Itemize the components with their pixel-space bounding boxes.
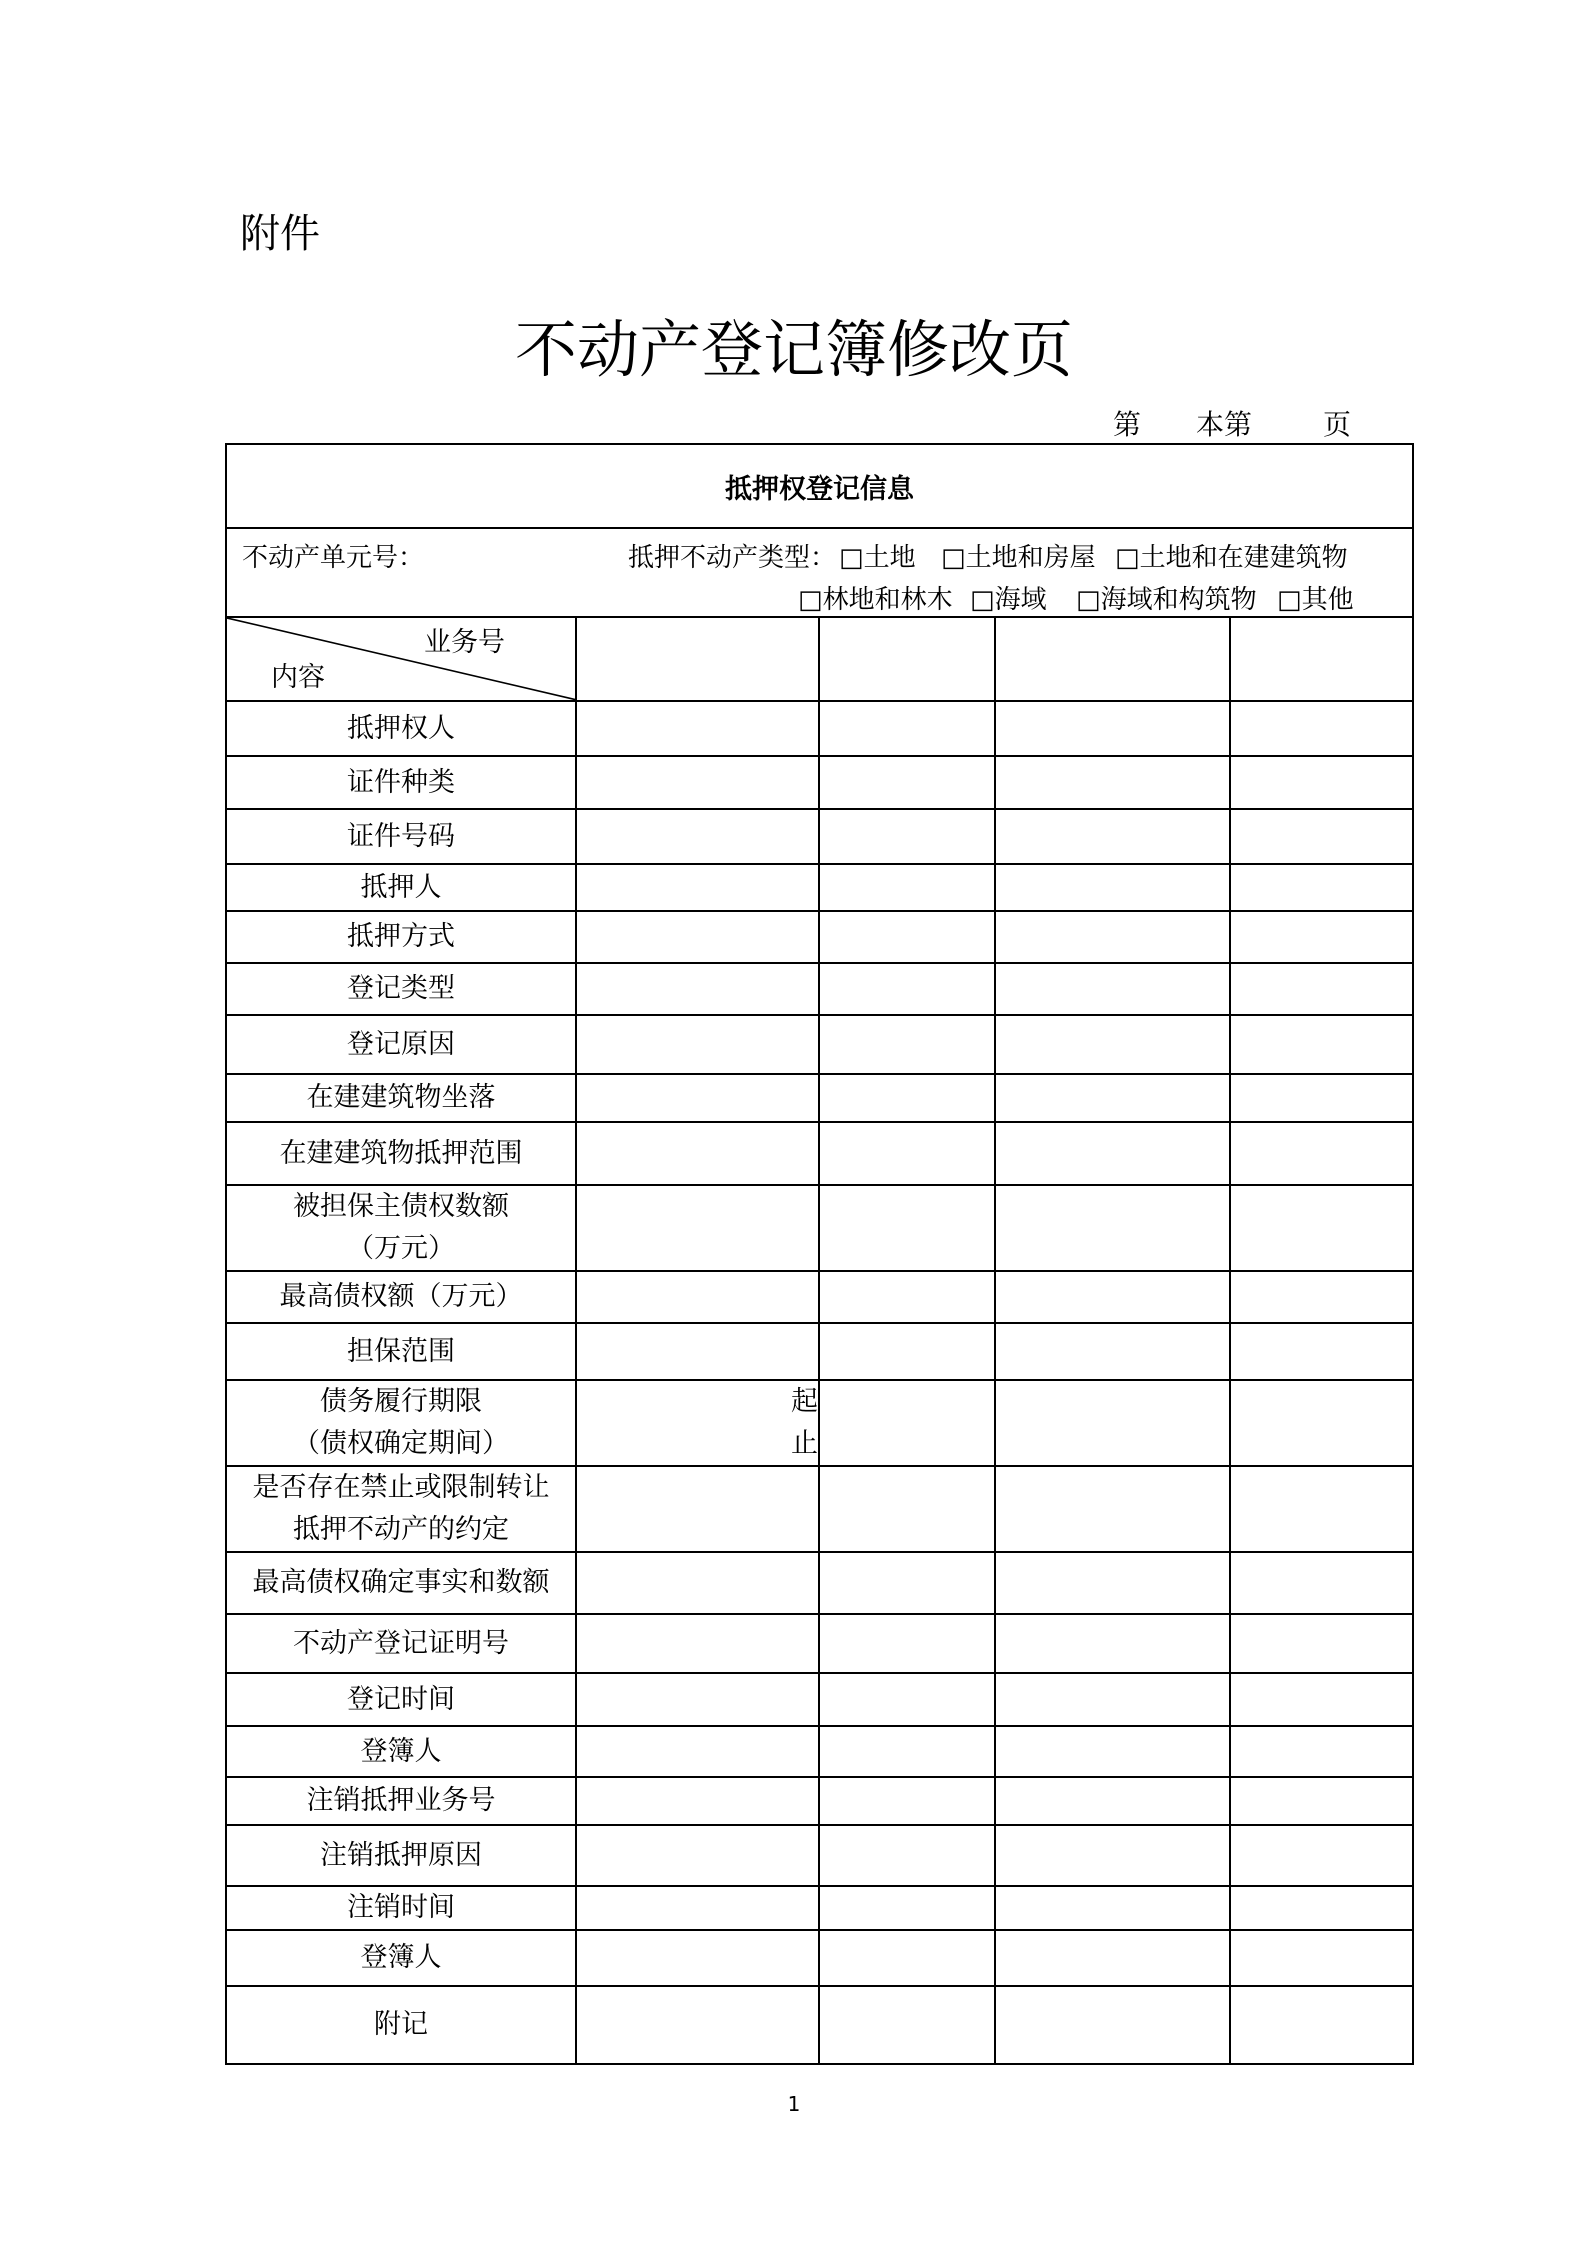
property-type-label: 抵押不动产类型： bbox=[628, 543, 837, 573]
value-cell[interactable] bbox=[1230, 1122, 1413, 1185]
value-cell[interactable] bbox=[1230, 1323, 1413, 1380]
value-cell[interactable] bbox=[819, 1886, 995, 1930]
value-cell[interactable] bbox=[995, 1986, 1230, 2064]
value-cell[interactable] bbox=[819, 1986, 995, 2064]
value-cell[interactable] bbox=[576, 1466, 819, 1552]
row-label-two-line bbox=[226, 1466, 576, 1552]
value-cell[interactable] bbox=[995, 1552, 1230, 1614]
value-cell[interactable] bbox=[995, 1015, 1230, 1074]
value-cell[interactable] bbox=[995, 1271, 1230, 1323]
value-cell[interactable] bbox=[819, 1825, 995, 1886]
value-cell[interactable] bbox=[995, 1466, 1230, 1552]
value-cell[interactable] bbox=[1230, 1886, 1413, 1930]
value-cell[interactable] bbox=[995, 1886, 1230, 1930]
business-no-label: 业务号 bbox=[424, 627, 505, 658]
value-cell[interactable] bbox=[819, 809, 995, 864]
row-label-line1: 被担保主债权数额 bbox=[293, 1191, 509, 1222]
value-cell[interactable] bbox=[995, 809, 1230, 864]
value-cell[interactable] bbox=[576, 864, 819, 911]
value-cell[interactable] bbox=[576, 756, 819, 809]
end-label: 止 bbox=[791, 1428, 818, 1459]
page-ref-ben-di: 本第 bbox=[1196, 408, 1253, 441]
value-cell[interactable] bbox=[819, 756, 995, 809]
value-cell[interactable] bbox=[995, 1825, 1230, 1886]
value-cell[interactable] bbox=[995, 1323, 1230, 1380]
value-cell[interactable] bbox=[995, 1777, 1230, 1825]
value-cell[interactable] bbox=[1230, 1986, 1413, 2064]
row-label: 注销时间 bbox=[226, 1886, 576, 1930]
row-label: 登记类型 bbox=[226, 963, 576, 1015]
info-row bbox=[226, 528, 1413, 617]
value-cell[interactable] bbox=[1230, 1552, 1413, 1614]
value-cell[interactable] bbox=[576, 1886, 819, 1930]
value-cell[interactable] bbox=[1230, 1271, 1413, 1323]
value-cell[interactable] bbox=[819, 1122, 995, 1185]
option-other[interactable]: □其他 bbox=[1277, 585, 1354, 615]
business-no-cell[interactable] bbox=[576, 617, 819, 701]
value-cell[interactable] bbox=[819, 1673, 995, 1726]
row-label: 担保范围 bbox=[226, 1323, 576, 1380]
row-label: 不动产登记证明号 bbox=[226, 1614, 576, 1673]
value-cell[interactable] bbox=[576, 1185, 819, 1271]
value-cell[interactable] bbox=[1230, 1074, 1413, 1122]
option-sea-structure[interactable]: □海域和构筑物 bbox=[1076, 585, 1257, 615]
value-cell[interactable] bbox=[1230, 963, 1413, 1015]
value-cell[interactable] bbox=[1230, 1466, 1413, 1552]
value-cell[interactable] bbox=[1230, 701, 1413, 756]
value-cell[interactable] bbox=[576, 1552, 819, 1614]
value-cell[interactable] bbox=[995, 963, 1230, 1015]
row-label-two-line bbox=[226, 1380, 576, 1466]
row-label: 在建建筑物坐落 bbox=[226, 1074, 576, 1122]
diagonal-header-cell bbox=[226, 617, 576, 701]
value-cell[interactable] bbox=[819, 1552, 995, 1614]
value-cell[interactable] bbox=[576, 809, 819, 864]
page-ref-ye: 页 bbox=[1323, 408, 1352, 441]
row-label: 抵押权人 bbox=[226, 701, 576, 756]
value-cell[interactable] bbox=[819, 1614, 995, 1673]
value-cell[interactable] bbox=[1230, 1614, 1413, 1673]
value-cell[interactable] bbox=[995, 1122, 1230, 1185]
row-label-line1: 债务履行期限 bbox=[320, 1386, 482, 1417]
row-label-line2: （万元） bbox=[347, 1233, 455, 1264]
row-label: 最高债权确定事实和数额 bbox=[226, 1552, 576, 1614]
attachment-label: 附件 bbox=[240, 211, 320, 257]
value-cell[interactable] bbox=[576, 1777, 819, 1825]
value-cell[interactable] bbox=[819, 1015, 995, 1074]
value-cell[interactable] bbox=[1230, 1930, 1413, 1986]
value-cell[interactable] bbox=[576, 1323, 819, 1380]
unit-no-label: 不动产单元号： bbox=[242, 543, 425, 573]
value-cell[interactable] bbox=[995, 756, 1230, 809]
row-label: 证件号码 bbox=[226, 809, 576, 864]
section-title: 抵押权登记信息 bbox=[226, 444, 1413, 528]
value-cell[interactable] bbox=[576, 1271, 819, 1323]
value-cell[interactable] bbox=[995, 1726, 1230, 1777]
value-cell[interactable] bbox=[576, 1122, 819, 1185]
value-cell[interactable] bbox=[995, 1185, 1230, 1271]
start-label: 起 bbox=[791, 1386, 818, 1417]
value-cell[interactable] bbox=[576, 1825, 819, 1886]
value-cell[interactable] bbox=[995, 701, 1230, 756]
value-cell[interactable] bbox=[576, 1930, 819, 1986]
value-cell[interactable] bbox=[819, 1777, 995, 1825]
business-no-cell[interactable] bbox=[819, 617, 995, 701]
value-cell[interactable] bbox=[1230, 1380, 1413, 1466]
row-label: 注销抵押业务号 bbox=[226, 1777, 576, 1825]
value-cell[interactable] bbox=[576, 1614, 819, 1673]
value-cell[interactable] bbox=[819, 1271, 995, 1323]
row-label-line2: 抵押不动产的约定 bbox=[293, 1514, 509, 1545]
value-cell[interactable] bbox=[995, 1074, 1230, 1122]
row-label: 登簿人 bbox=[226, 1726, 576, 1777]
option-land[interactable]: □土地 bbox=[839, 543, 916, 573]
row-label: 附记 bbox=[226, 1986, 576, 2064]
value-cell[interactable] bbox=[1230, 1185, 1413, 1271]
value-cell[interactable] bbox=[1230, 911, 1413, 963]
value-cell[interactable] bbox=[1230, 1726, 1413, 1777]
mortgage-registration-table bbox=[225, 443, 1414, 2065]
value-cell[interactable] bbox=[819, 1726, 995, 1777]
content-label: 内容 bbox=[271, 662, 325, 693]
option-sea[interactable]: □海域 bbox=[970, 585, 1047, 615]
value-cell[interactable] bbox=[576, 1726, 819, 1777]
row-label: 在建建筑物抵押范围 bbox=[226, 1122, 576, 1185]
value-cell[interactable] bbox=[819, 864, 995, 911]
row-label: 证件种类 bbox=[226, 756, 576, 809]
value-cell[interactable] bbox=[1230, 756, 1413, 809]
row-label: 抵押人 bbox=[226, 864, 576, 911]
business-no-cell[interactable] bbox=[1230, 617, 1413, 701]
value-cell[interactable] bbox=[576, 963, 819, 1015]
value-cell[interactable] bbox=[995, 1380, 1230, 1466]
row-label-two-line bbox=[226, 1185, 576, 1271]
value-cell[interactable] bbox=[1230, 1015, 1413, 1074]
row-label: 最高债权额（万元） bbox=[226, 1271, 576, 1323]
document-title: 不动产登记簿修改页 bbox=[514, 313, 1073, 386]
row-label-line1: 是否存在禁止或限制转让 bbox=[252, 1472, 550, 1503]
value-cell[interactable] bbox=[995, 1930, 1230, 1986]
value-cell[interactable] bbox=[995, 1614, 1230, 1673]
option-land-house[interactable]: □土地和房屋 bbox=[941, 543, 1096, 573]
value-cell[interactable] bbox=[819, 1323, 995, 1380]
value-cell[interactable] bbox=[819, 1185, 995, 1271]
value-cell[interactable] bbox=[995, 864, 1230, 911]
value-cell[interactable] bbox=[576, 1074, 819, 1122]
value-cell[interactable] bbox=[819, 911, 995, 963]
value-cell[interactable] bbox=[995, 1673, 1230, 1726]
page-ref-di: 第 bbox=[1113, 408, 1142, 441]
row-label: 注销抵押原因 bbox=[226, 1825, 576, 1886]
value-cell[interactable] bbox=[576, 701, 819, 756]
value-cell[interactable] bbox=[819, 1074, 995, 1122]
row-label: 抵押方式 bbox=[226, 911, 576, 963]
page-number: 1 bbox=[787, 2092, 801, 2116]
value-cell[interactable] bbox=[819, 701, 995, 756]
value-cell[interactable] bbox=[819, 1466, 995, 1552]
value-cell[interactable] bbox=[995, 911, 1230, 963]
start-end-cell[interactable] bbox=[576, 1380, 819, 1466]
row-label-line2: （债权确定期间） bbox=[293, 1428, 509, 1459]
value-cell[interactable] bbox=[1230, 864, 1413, 911]
value-cell[interactable] bbox=[819, 963, 995, 1015]
business-no-cell[interactable] bbox=[995, 617, 1230, 701]
value-cell[interactable] bbox=[819, 1380, 995, 1466]
value-cell[interactable] bbox=[1230, 1777, 1413, 1825]
option-land-building[interactable]: □土地和在建建筑物 bbox=[1115, 543, 1348, 573]
value-cell[interactable] bbox=[819, 1930, 995, 1986]
value-cell[interactable] bbox=[576, 911, 819, 963]
value-cell[interactable] bbox=[576, 1673, 819, 1726]
row-label: 登记原因 bbox=[226, 1015, 576, 1074]
row-label: 登簿人 bbox=[226, 1930, 576, 1986]
value-cell[interactable] bbox=[576, 1986, 819, 2064]
value-cell[interactable] bbox=[1230, 809, 1413, 864]
value-cell[interactable] bbox=[576, 1015, 819, 1074]
value-cell[interactable] bbox=[1230, 1673, 1413, 1726]
row-label: 登记时间 bbox=[226, 1673, 576, 1726]
value-cell[interactable] bbox=[1230, 1825, 1413, 1886]
option-forest[interactable]: □林地和林木 bbox=[798, 585, 953, 615]
